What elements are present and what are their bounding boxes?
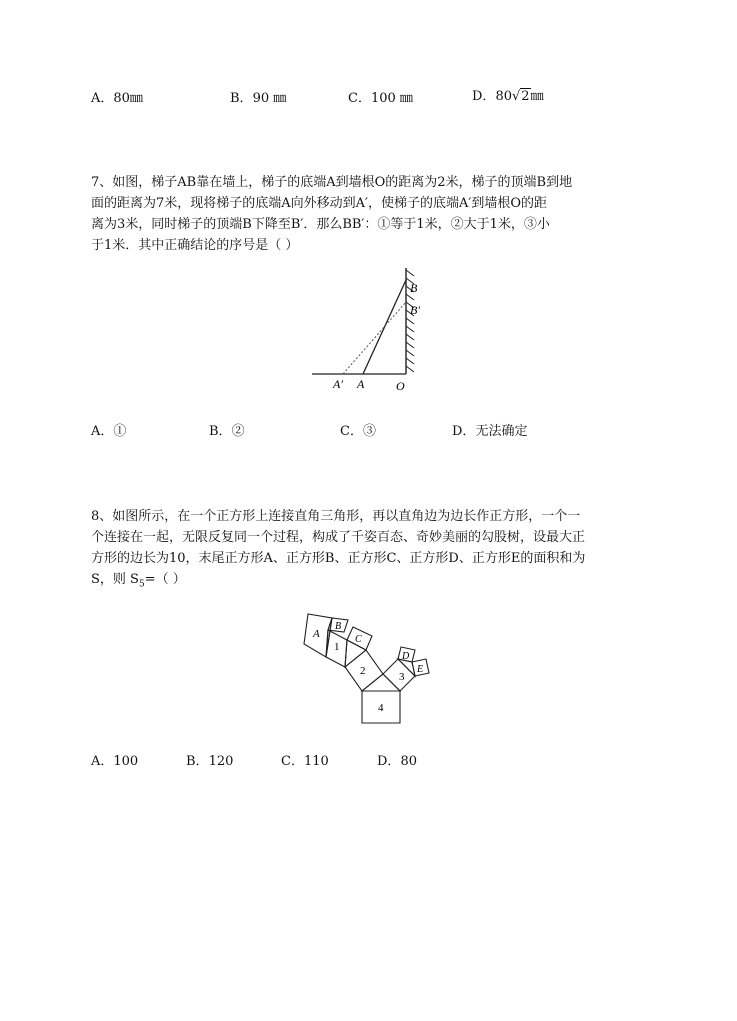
q7-option-b: B．② bbox=[209, 424, 245, 439]
label-square-4: 4 bbox=[378, 702, 384, 714]
label-square-1: 1 bbox=[334, 641, 340, 653]
q7-ladder-figure bbox=[300, 262, 440, 397]
q8-last-line: S，则 $S_5=$（ ） bbox=[91, 572, 186, 590]
q7-option-d: D．无法确定 bbox=[452, 424, 528, 439]
triangle-bottom bbox=[362, 674, 400, 691]
q7-option-a: A．① bbox=[91, 424, 127, 439]
label-b-prime: B′ bbox=[410, 303, 420, 317]
label-square-b: B bbox=[335, 621, 342, 632]
q7-option-c: C．③ bbox=[340, 424, 376, 439]
label-square-a: A bbox=[313, 628, 320, 640]
q7-question-text: 7、如图，梯子AB靠在墙上，梯子的底端A到墙根O的距离为2米，梯子的顶端B到地 面的距离为7米，现将梯子的底端A向外移动到A′，使梯子的底端A′到墙根O的距 离为3米，同时梯子的顶端B下降至B′．那么BB′：①等于1米，②大于1米，③小 于1米．其中正确结论的序号是（ ） bbox=[91, 175, 573, 253]
label-square-2: 2 bbox=[360, 665, 366, 677]
q8-pythagoras-tree-figure bbox=[296, 602, 446, 728]
label-square-e: E bbox=[417, 664, 424, 675]
label-square-3: 3 bbox=[399, 671, 405, 683]
q6-option-b: B．90 ㎜ bbox=[230, 91, 287, 106]
label-square-d: D bbox=[402, 651, 410, 662]
label-square-c: C bbox=[355, 634, 362, 645]
label-o: O bbox=[396, 379, 405, 393]
q8-option-c: C．110 bbox=[281, 754, 329, 769]
ladder-ab bbox=[363, 280, 406, 374]
q8-option-b: B．120 bbox=[186, 754, 234, 769]
q6-option-d: D．80√2㎜ bbox=[472, 89, 544, 104]
q8-question-text: 8、如图所示，在一个正方形上连接直角三角形，再以直角边为边长作正方形，一个一 个连接在一起，无限反复同一个过程，构成了千姿百态、奇妙美丽的勾股树，设最大正 方形的边长为10，末尾正方形A、正方形B、正方形C、正方形D、正方形E的面积和为 S，则 $S_5=$（ ） bbox=[91, 506, 651, 596]
label-a: A bbox=[357, 377, 365, 391]
ladder-a-prime-b-prime bbox=[343, 302, 406, 374]
sqrt-symbol: √2 bbox=[511, 89, 530, 104]
q6-option-a: A．80㎜ bbox=[91, 91, 143, 106]
q8-option-d: D．80 bbox=[377, 754, 417, 769]
label-a-prime: A′ bbox=[333, 377, 343, 391]
q6-option-c: C．100 ㎜ bbox=[348, 91, 413, 106]
label-b: B bbox=[410, 281, 418, 295]
q8-option-a: A．100 bbox=[91, 754, 139, 769]
